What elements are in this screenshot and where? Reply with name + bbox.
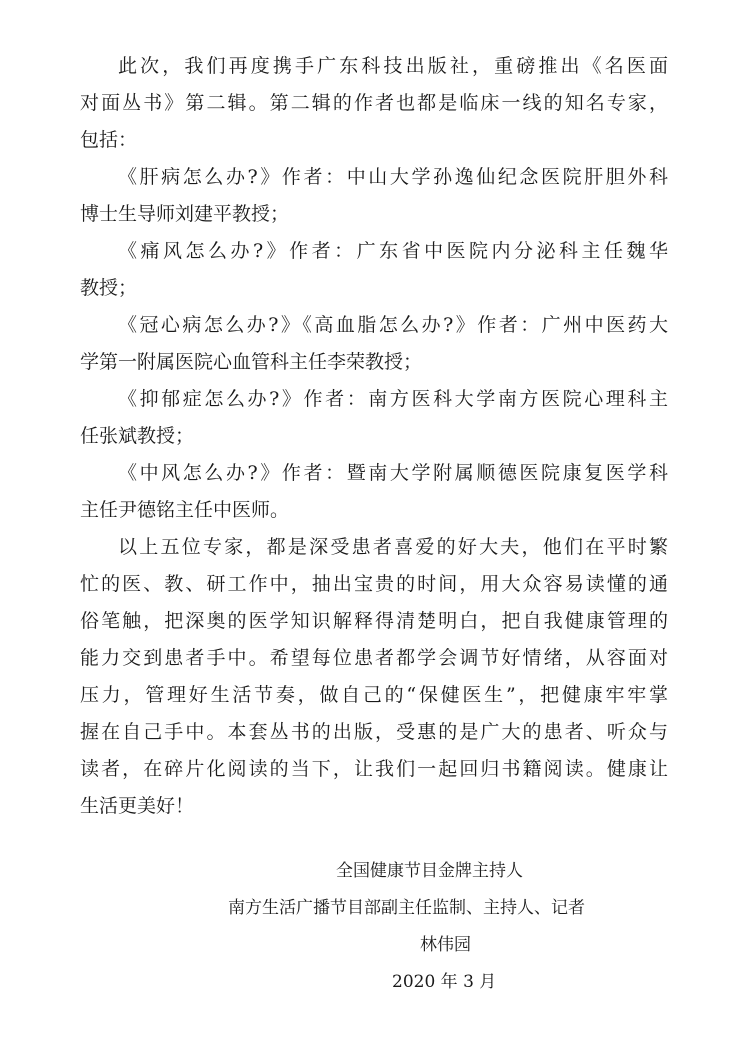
book-entry-depression: [80, 381, 668, 455]
paragraph-closing: [80, 529, 668, 825]
text-line: 以上五位专家，都是深受患者喜爱的好大夫，他们在平时繁: [118, 536, 668, 558]
text-line: 博士生导师刘建平教授；: [80, 203, 290, 225]
book-entry-gout: [80, 233, 668, 307]
book-entry-liver: [80, 159, 668, 233]
text-line: 压力，管理好生活节奏，做自己的“保健医生”，把健康牢牢掌: [80, 684, 668, 706]
text-line: 《冠心病怎么办?》《高血脂怎么办?》作者：广州中医药大: [118, 314, 668, 336]
signature-block: [80, 853, 668, 1001]
signature-title-position: 南方生活广播节目部副主任监制、主持人、记者: [228, 898, 585, 918]
signature-date: 2020 年 3 月: [392, 972, 497, 992]
document-page: [80, 48, 668, 1008]
text-line: 能力交到患者手中。希望每位患者都学会调节好情绪，从容面对: [80, 647, 668, 669]
text-line: 《抑郁症怎么办?》作者：南方医科大学南方医院心理科主: [118, 388, 668, 410]
signature-name: 林伟园: [420, 935, 471, 955]
text-line: 此次，我们再度携手广东科技出版社，重磅推出《名医面: [118, 55, 668, 77]
text-line: 《痛风怎么办?》作者：广东省中医院内分泌科主任魏华: [118, 240, 668, 262]
text-line: 教授；: [80, 277, 138, 299]
book-entry-stroke: [80, 455, 668, 529]
text-line: 握在自己手中。本套丛书的出版，受惠的是广大的患者、听众与: [80, 721, 668, 743]
paragraph-intro: [80, 48, 668, 159]
text-line: 对面丛书》第二辑。第二辑的作者也都是临床一线的知名专家，: [80, 92, 668, 114]
text-line: 《中风怎么办?》作者：暨南大学附属顺德医院康复医学科: [118, 462, 668, 484]
text-line: 生活更美好！: [80, 795, 195, 817]
text-line: 《肝病怎么办?》作者：中山大学孙逸仙纪念医院肝胆外科: [118, 166, 668, 188]
text-line: 学第一附属医院心血管科主任李荣教授；: [80, 351, 423, 373]
text-line: 读者，在碎片化阅读的当下，让我们一起回归书籍阅读。健康让: [80, 758, 668, 780]
text-line: 包括：: [80, 129, 138, 151]
text-line: 俗笔触，把深奥的医学知识解释得清楚明白，把自我健康管理的: [80, 610, 668, 632]
text-line: 任张斌教授；: [80, 425, 195, 447]
book-entry-heart: [80, 307, 668, 381]
text-line: 忙的医、教、研工作中，抽出宝贵的时间，用大众容易读懂的通: [80, 573, 668, 595]
signature-title-host: 全国健康节目金牌主持人: [336, 861, 523, 881]
text-line: 主任尹德铭主任中医师。: [80, 499, 290, 521]
